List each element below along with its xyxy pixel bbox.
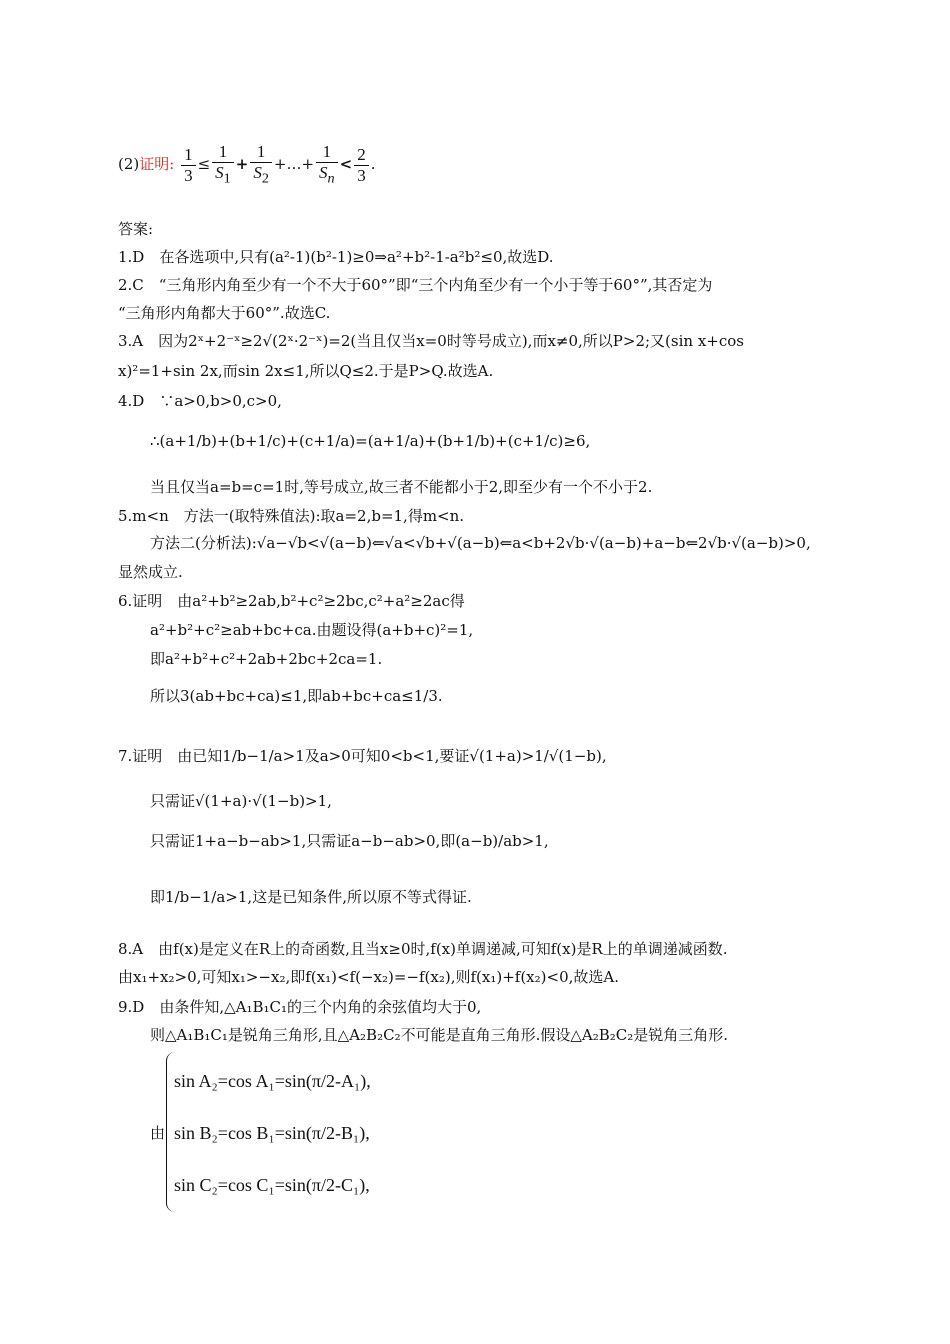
answer-6-line1: 6.证明 由a²+b²≥2ab,b²+c²≥2bc,c²+a²≥2ac得 — [118, 592, 465, 610]
answer-7-line1: 7.证明 由已知1/b−1/a>1及a>0可知0<b<1,要证√(1+a)>1/√(1−b), — [118, 747, 607, 765]
answer-7-line4: 即1/b−1/a>1,这是已知条件,所以原不等式得证. — [150, 888, 472, 906]
part2-label: (2) — [118, 155, 140, 174]
answer-3-line1: 3.A 因为2ˣ+2⁻ˣ≥2√(2ˣ·2⁻ˣ)=2(当且仅当x=0时等号成立),而x≠0,所以P>2;又(sin x+cos — [118, 332, 744, 350]
part2-line: (2)证明: $\frac{1}{3}$ ≤ $\frac{1}{S_1}$ + $\frac{1}{S_2}$ +…+ $\frac{1}{S_n}$ < $\frac{2}{3}$ . — [118, 142, 376, 187]
answer-2-line1: 2.C “三角形内角至少有一个不大于60°”即“三个内角至少有一个小于等于60°”,其否定为 — [118, 276, 713, 294]
answer-9-by: 由 — [150, 1124, 166, 1142]
answer-2-line2: “三角形内角都大于60°”.故选C. — [118, 304, 331, 322]
answer-9-line1: 9.D 由条件知,△A₁B₁C₁的三个内角的余弦值均大于0, — [118, 998, 482, 1016]
answer-4-line3: 当且仅当a=b=c=1时,等号成立,故三者不能都小于2,即至少有一个不小于2. — [150, 478, 653, 496]
answer-7-line2: 只需证√(1+a)·√(1−b)>1, — [150, 792, 332, 810]
answer-5-line2: 方法二(分析法):√a−√b<√(a−b)⇐√a<√b+√(a−b)⇐a<b+2√b·√(a−b)+a−b⇐2√b·√(a−b)>0, — [150, 534, 811, 552]
system-eq-b: sin B₂=cos B₁=sin(π/2-B₁), — [174, 1123, 370, 1143]
part2-prefix: 证明: — [139, 155, 175, 174]
answer-6-line4: 所以3(ab+bc+ca)≤1,即ab+bc+ca≤1/3. — [150, 687, 443, 705]
answer-4-line2: ∴(a+1/b)+(b+1/c)+(c+1/a)=(a+1/a)+(b+1/b)+(c+1/c)≥6, — [150, 432, 591, 450]
answer-1: 1.D 在各选项中,只有(a²-1)(b²-1)≥0⇒a²+b²-1-a²b²≤0,故选D. — [118, 248, 554, 266]
answers-title: 答案: — [118, 220, 154, 238]
answer-9-line2: 则△A₁B₁C₁是锐角三角形,且△A₂B₂C₂不可能是直角三角形.假设△A₂B₂C₂是锐角三角形. — [150, 1026, 729, 1044]
answer-7-line3: 只需证1+a−b−ab>1,只需证a−b−ab>0,即(a−b)/ab>1, — [150, 832, 549, 850]
answer-6-line3: 即a²+b²+c²+2ab+2bc+2ca=1. — [150, 650, 383, 668]
system-eq-a: sin A₂=cos A₁=sin(π/2-A₁), — [174, 1071, 371, 1091]
answer-4-line1: 4.D ∵a>0,b>0,c>0, — [118, 392, 282, 410]
answer-5-line3: 显然成立. — [118, 563, 183, 581]
answer-5-line1: 5.m<n 方法一(取特殊值法):取a=2,b=1,得m<n. — [118, 507, 465, 525]
answer-3-line2: x)²=1+sin 2x,而sin 2x≤1,所以Q≤2.于是P>Q.故选A. — [118, 362, 494, 380]
answer-8-line2: 由x₁+x₂>0,可知x₁>−x₂,即f(x₁)<f(−x₂)=−f(x₂),则f(x₁)+f(x₂)<0,故选A. — [118, 968, 619, 986]
answer-6-line2: a²+b²+c²≥ab+bc+ca.由题设得(a+b+c)²=1, — [150, 621, 474, 639]
answer-8-line1: 8.A 由f(x)是定义在R上的奇函数,且当x≥0时,f(x)单调递减,可知f(x)是R上的单调递减函数. — [118, 940, 728, 958]
system-eq-c: sin C₂=cos C₁=sin(π/2-C₁), — [174, 1175, 370, 1195]
